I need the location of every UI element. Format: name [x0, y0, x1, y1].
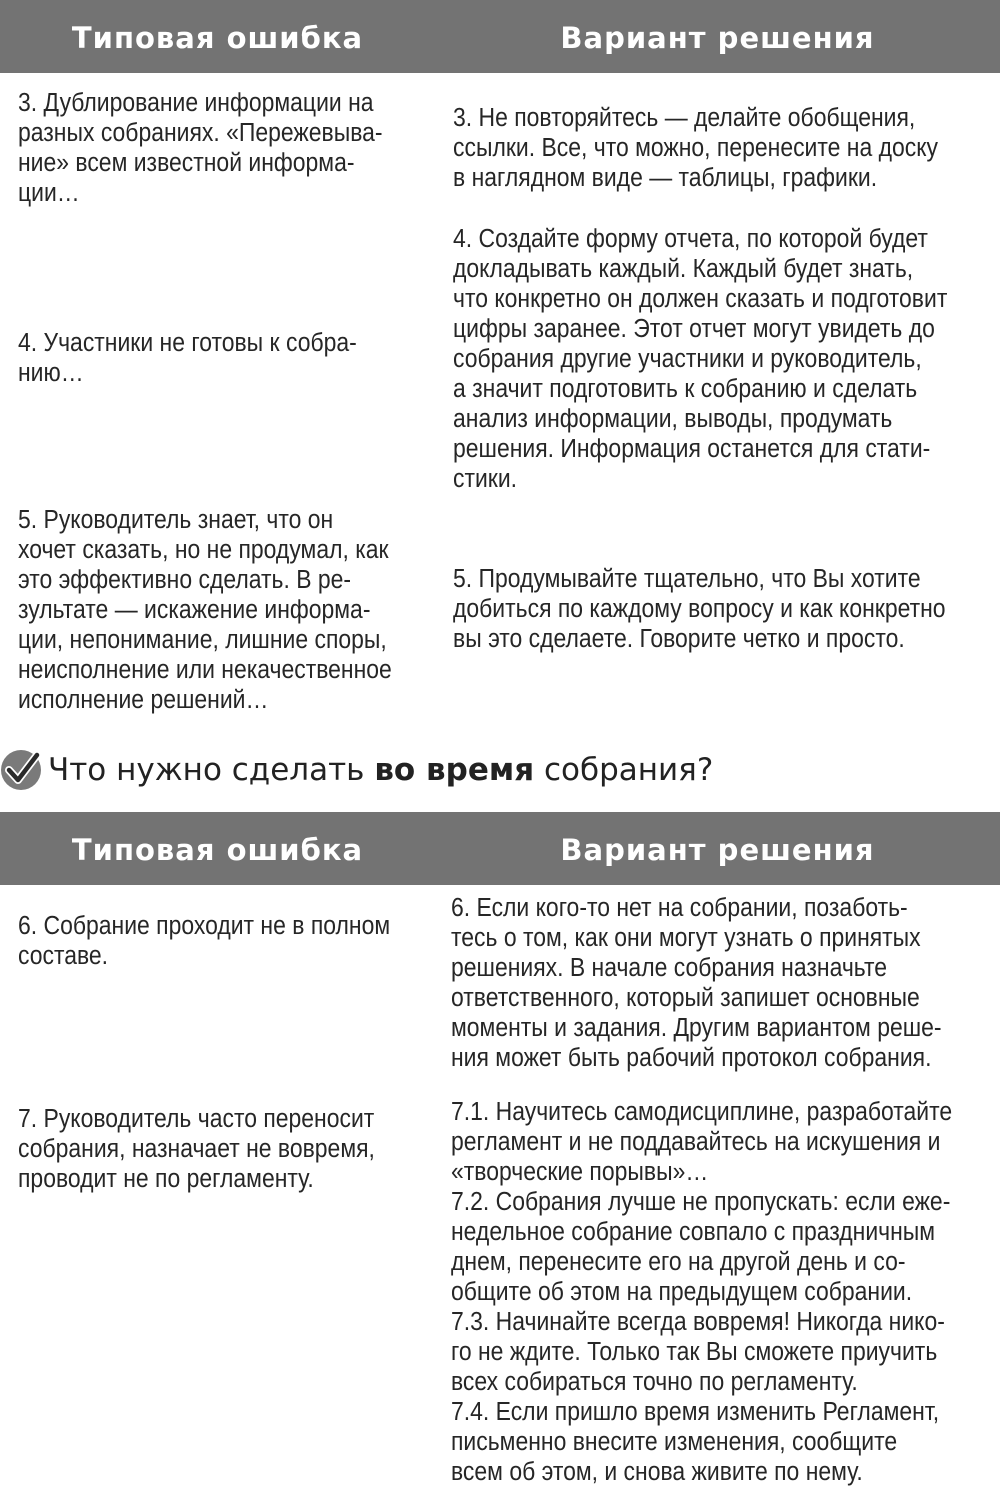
table1-row3-solution: 3. Не повторяйтесь — делайте обобщения, ссылки. Все, что можно, перенесите на доску в наглядном виде — таблицы, графики.: [453, 104, 938, 192]
table2-row7-mistake: 7. Руководитель часто переносит собрания, назначает не вовремя, проводит не по регламенту.: [18, 1105, 375, 1193]
section-title-emphasis: во время: [374, 752, 535, 788]
table2-header-mistake: Типовая ошибка: [71, 833, 364, 867]
table2-header-solution: Вариант решения: [560, 833, 875, 867]
table2-row6-mistake: 6. Собрание проходит не в полном составе.: [18, 912, 391, 970]
section-title-end: собрания?: [534, 752, 714, 788]
table1-row5-solution: 5. Продумывайте тщательно, что Вы хотите добиться по каждому вопросу и как конкретно вы это сделаете. Говорите четко и просто.: [453, 565, 946, 653]
table2-row7-solution: 7.1. Научитесь самодисциплине, разработайте регламент и не поддавайтесь на искушения и «творческие порывы»… 7.2. Собрания лучше не пропускать: если еже- недельное собрание совпало с праздничным днем, перенесите его на другой день и со- общите об этом на предыдущем собрании. 7.3. Начинайте всегда вовремя! Никогда нико- го не ждите. Только так Вы сможете приучить всех собираться точно по регламенту. 7.4. Если пришло время изменить Регламент, письменно внесите изменения, сообщите всем об этом, и снова живите по нему.: [451, 1098, 953, 1486]
section-heading: [0, 744, 1000, 796]
section-title: [48, 750, 713, 790]
section-title-start: Что нужно сделать: [48, 752, 375, 788]
table1-header: [0, 0, 1000, 73]
table1-row4-solution: 4. Создайте форму отчета, по которой будет докладывать каждый. Каждый будет знать, что конкретно он должен сказать и подготовит цифры заранее. Этот отчет могут увидеть до собрания другие участники и руководитель, а значит подготовить к собранию и сделать анализ информации, выводы, продумать решения. Информация останется для стати- стики.: [453, 225, 948, 493]
table2-header: [0, 812, 1000, 885]
table1-header-mistake: Типовая ошибка: [71, 21, 364, 55]
check-icon: [0, 749, 42, 791]
table2-row6-solution: 6. Если кого-то нет на собрании, позаботь- тесь о том, как они могут узнать о принятых решениях. В начале собрания назначьте ответственного, который запишет основные моменты и задания. Другим вариантом реше- ния может быть рабочий протокол собрания.: [451, 894, 942, 1072]
table1-row3-mistake: 3. Дублирование информации на разных собраниях. «Пережевыва- ние» всем известной информа- ции…: [18, 89, 383, 207]
table1-row5-mistake: 5. Руководитель знает, что он хочет сказать, но не продумал, как это эффективно сделать. В ре- зультате — искажение информа- ции, непонимание, лишние споры, неисполнение или некачественное исполнение решений…: [18, 506, 392, 714]
table1-row4-mistake: 4. Участники не готовы к собра- нию…: [18, 329, 357, 387]
table1-header-solution: Вариант решения: [560, 21, 875, 55]
